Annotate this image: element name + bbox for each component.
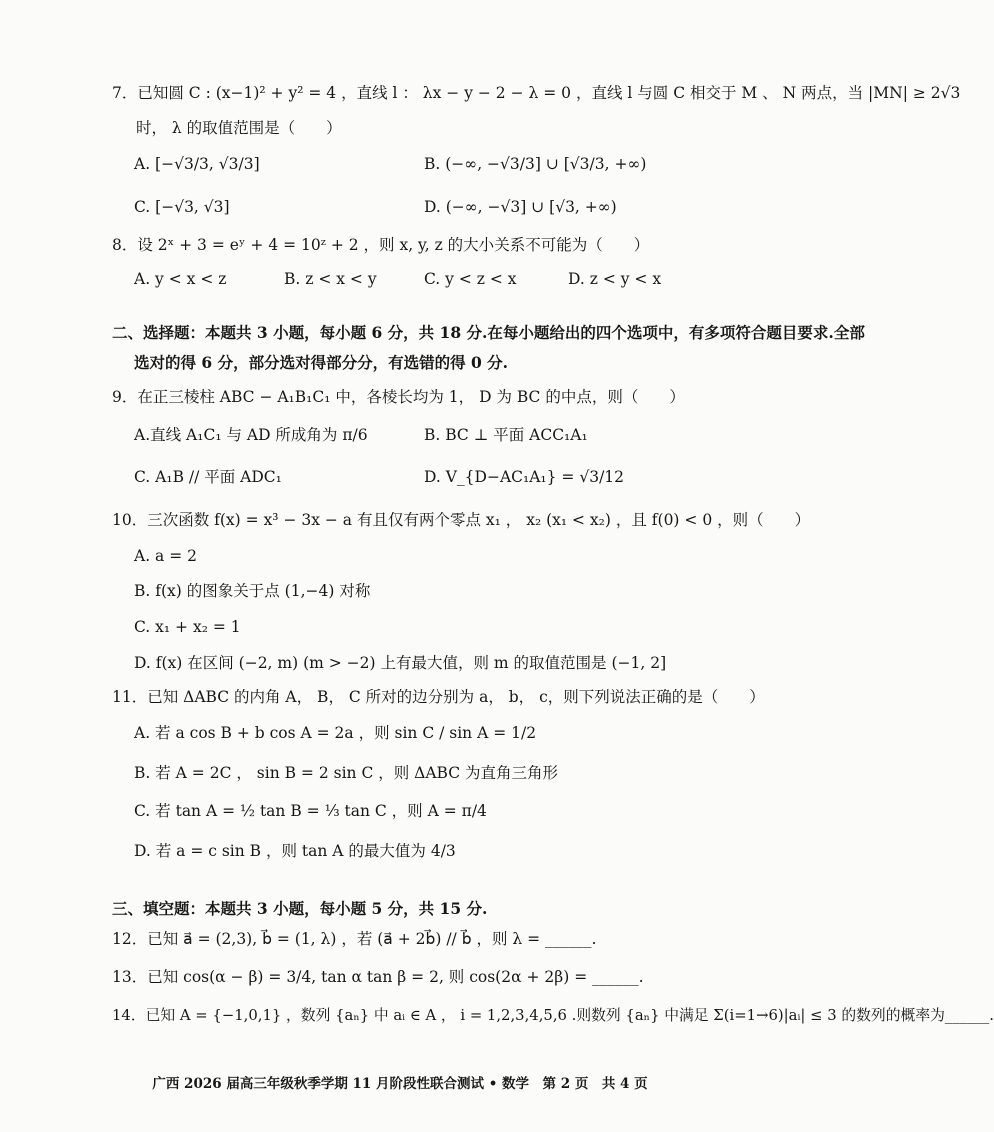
- question-8-option-d: D. z < y < x: [568, 270, 662, 288]
- question-10-option-d: D. f(x) 在区间 (−2, m) (m > −2) 上有最大值，则 m 的取值范围是 (−1, 2]: [134, 654, 667, 672]
- question-9-option-d: D. V_{D−AC₁A₁} = √3/12: [424, 468, 625, 486]
- question-11-option-b: B. 若 A = 2C ， sin B = 2 sin C ，则 ΔABC 为直角三角形: [134, 764, 559, 782]
- question-8-option-b: B. z < x < y: [284, 270, 377, 288]
- question-7-option-c: C. [−√3, √3]: [134, 198, 230, 216]
- question-13: 13．已知 cos(α − β) = 3/4, tan α tan β = 2, 则 cos(2α + 2β) = ______.: [112, 968, 644, 986]
- question-9-option-b: B. BC ⊥ 平面 ACC₁A₁: [424, 426, 588, 444]
- question-7-option-b: B. (−∞, −√3/3] ∪ [√3/3, +∞): [424, 155, 647, 173]
- section-2-header-cont: 选对的得 6 分，部分选对得部分分，有选错的得 0 分.: [134, 353, 509, 372]
- question-7-option-d: D. (−∞, −√3] ∪ [√3, +∞): [424, 198, 617, 216]
- question-7-option-a: A. [−√3/3, √3/3]: [134, 155, 260, 173]
- question-11-option-d: D. 若 a = c sin B ，则 tan A 的最大值为 4/3: [134, 842, 456, 860]
- question-10-option-b: B. f(x) 的图象关于点 (1,−4) 对称: [134, 582, 371, 600]
- question-10-option-a: A. a = 2: [134, 547, 197, 565]
- section-3-header: 三、填空题：本题共 3 小题，每小题 5 分，共 15 分.: [112, 899, 488, 918]
- section-2-header: 二、选择题：本题共 3 小题，每小题 6 分，共 18 分.在每小题给出的四个选项中，有多项符合题目要求.全部: [112, 323, 865, 342]
- question-10-option-c: C. x₁ + x₂ = 1: [134, 618, 241, 636]
- question-9-option-c: C. A₁B // 平面 ADC₁: [134, 468, 282, 486]
- page-footer: 广西 2026 届高三年级秋季学期 11 月阶段性联合测试 • 数学 第 2 页 共 4 页: [152, 1076, 648, 1092]
- question-8-stem: 8．设 2ˣ + 3 = eʸ + 4 = 10ᶻ + 2 ，则 x, y, z 的大小关系不可能为（ ）: [112, 236, 650, 254]
- question-8-option-c: C. y < z < x: [424, 270, 517, 288]
- question-11-option-a: A. 若 a cos B + b cos A = 2a ，则 sin C / sin A = 1/2: [134, 724, 537, 742]
- question-14: 14．已知 A = {−1,0,1} ，数列 {aₙ} 中 aᵢ ∈ A ， i = 1,2,3,4,5,6 .则数列 {aₙ} 中满足 Σ(i=1→6)|aᵢ| ≤ 3 的数列的概率为______.: [112, 1007, 994, 1024]
- question-11-option-c: C. 若 tan A = ½ tan B = ⅓ tan C ，则 A = π/4: [134, 802, 487, 820]
- question-8-option-a: A. y < x < z: [134, 270, 227, 288]
- question-9-stem: 9．在正三棱柱 ABC − A₁B₁C₁ 中，各棱长均为 1， D 为 BC 的中点，则（ ）: [112, 388, 685, 406]
- question-11-stem: 11．已知 ΔABC 的内角 A， B， C 所对的边分别为 a， b， c，则下列说法正确的是（ ）: [112, 688, 765, 706]
- question-7-stem: 7．已知圆 C : (x−1)² + y² = 4 ，直线 l ： λx − y − 2 − λ = 0 ，直线 l 与圆 C 相交于 M 、 N 两点，当 |MN| ≥ 2√3: [112, 84, 961, 102]
- question-12: 12．已知 a⃗ = (2,3), b⃗ = (1, λ) ，若 (a⃗ + 2b⃗) // b⃗ ，则 λ = ______.: [112, 930, 597, 948]
- question-7-stem-cont: 时， λ 的取值范围是（ ）: [136, 119, 342, 137]
- question-9-option-a: A.直线 A₁C₁ 与 AD 所成角为 π/6: [134, 426, 368, 444]
- question-10-stem: 10．三次函数 f(x) = x³ − 3x − a 有且仅有两个零点 x₁ ， x₂ (x₁ < x₂) ，且 f(0) < 0 ，则（ ）: [112, 511, 811, 529]
